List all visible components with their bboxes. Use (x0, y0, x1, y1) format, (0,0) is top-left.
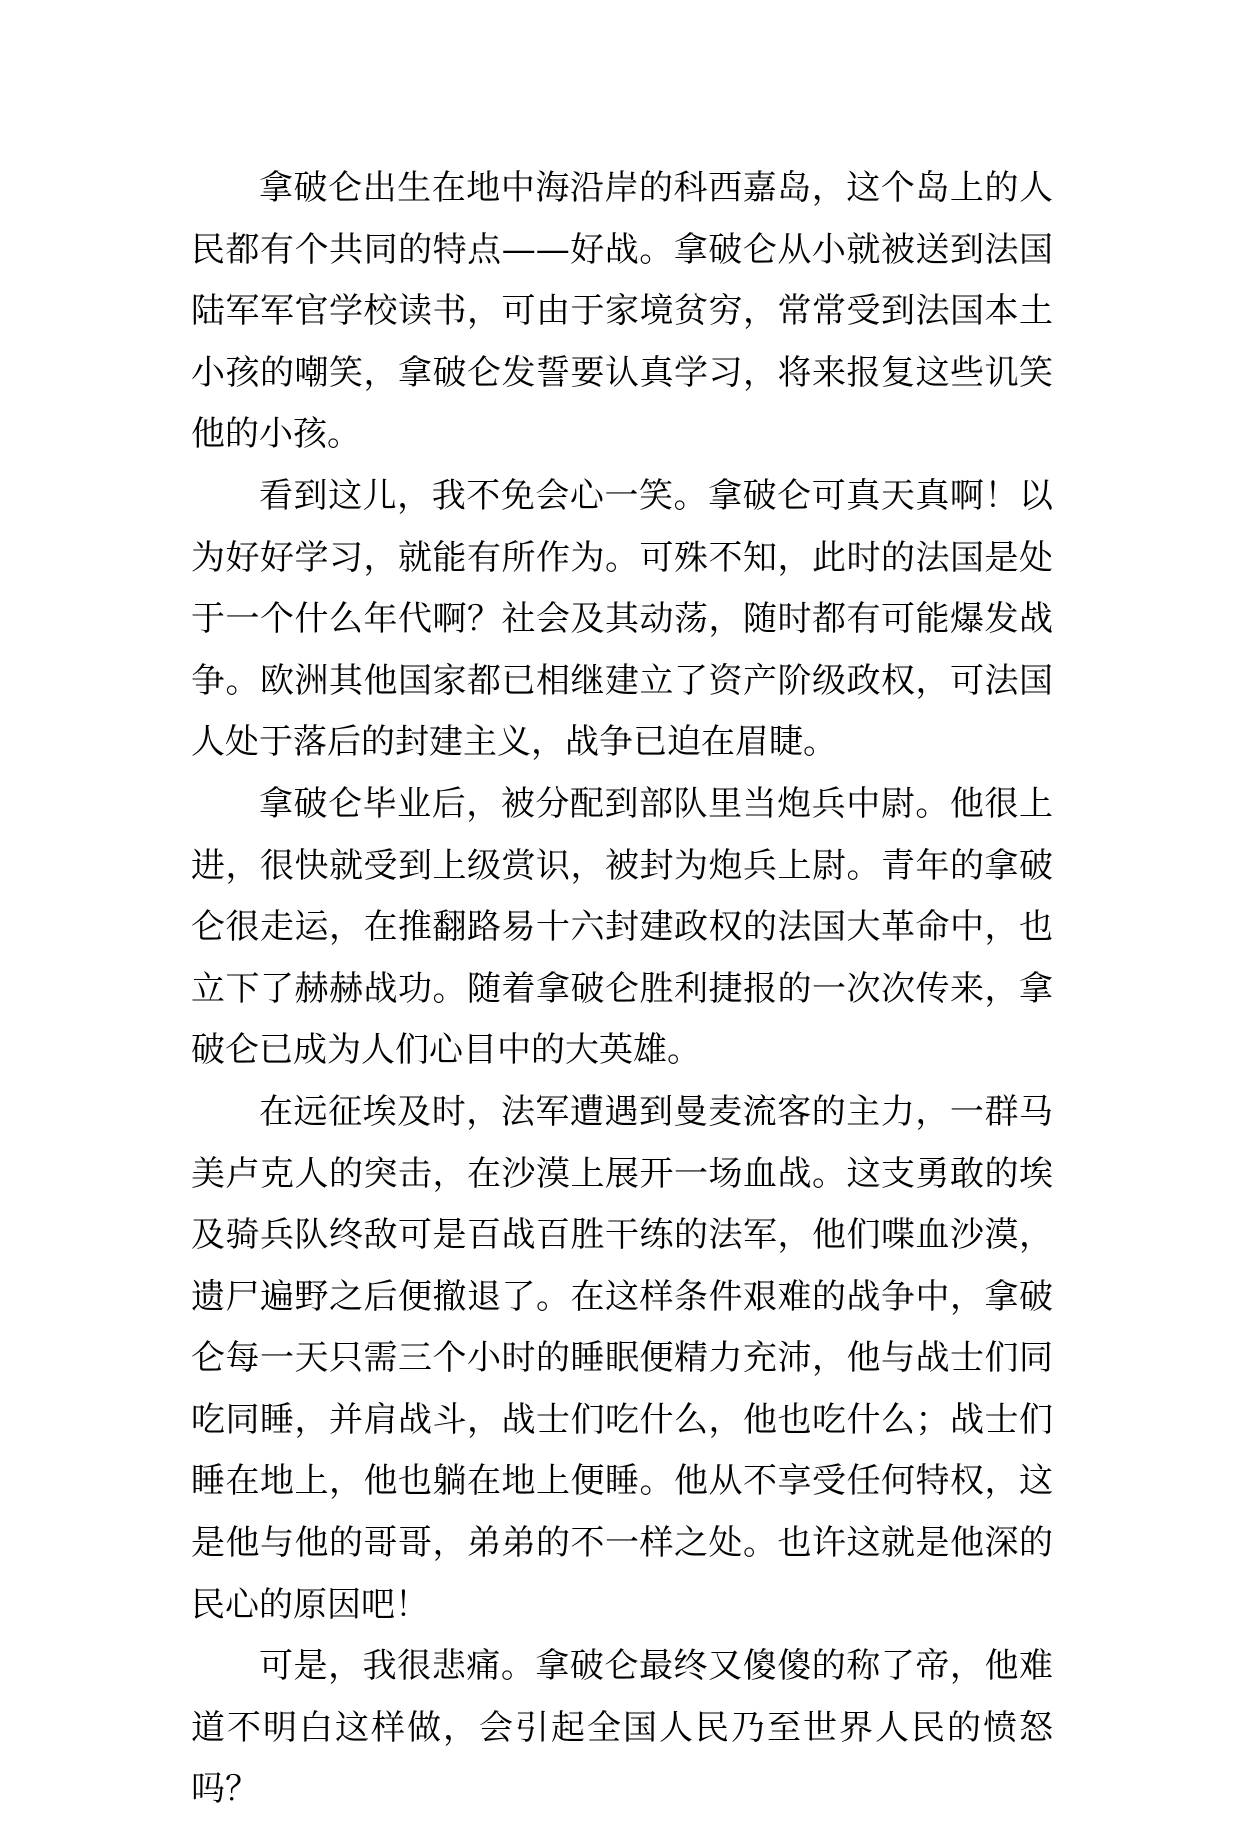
document-body (191, 158, 1053, 1821)
paragraph-1: 拿破仑出生在地中海沿岸的科西嘉岛，这个岛上的人民都有个共同的特点——好战。拿破仑从小就被送到法国陆军军官学校读书，可由于家境贫穷，常常受到法国本土小孩的嘲笑，拿破仑发誓要认真学习，将来报复这些讥笑他的小孩。 (191, 168, 1053, 455)
paragraph-5: 可是，我很悲痛。拿破仑最终又傻傻的称了帝，他难道不明白这样做，会引起全国人民乃至世界人民的愤怒吗？ (191, 1646, 1053, 1810)
paragraph-4: 在远征埃及时，法军遭遇到曼麦流客的主力，一群马美卢克人的突击，在沙漠上展开一场血战。这支勇敢的埃及骑兵队终敌可是百战百胜干练的法军，他们喋血沙漠，遗尸遍野之后便撤退了。在这样条件艰难的战争中，拿破仑每一天只需三个小时的睡眠便精力充沛，他与战士们同吃同睡，并肩战斗，战士们吃什么，他也吃什么；战士们睡在地上，他也躺在地上便睡。他从不享受任何特权，这是他与他的哥哥，弟弟的不一样之处。也许这就是他深的民心的原因吧！ (191, 1091, 1053, 1625)
paragraph-3: 拿破仑毕业后，被分配到部队里当炮兵中尉。他很上进，很快就受到上级赏识，被封为炮兵上尉。青年的拿破仑很走运，在推翻路易十六封建政权的法国大革命中，也立下了赫赫战功。随着拿破仑胜利捷报的一次次传来，拿破仑已成为人们心目中的大英雄。 (191, 783, 1053, 1071)
paragraph-2: 看到这儿，我不免会心一笑。拿破仑可真天真啊！以为好好学习，就能有所作为。可殊不知，此时的法国是处于一个什么年代啊？社会及其动荡，随时都有可能爆发战争。欧洲其他国家都已相继建立了资产阶级政权，可法国人处于落后的封建主义，战争已迫在眉睫。 (191, 475, 1053, 763)
